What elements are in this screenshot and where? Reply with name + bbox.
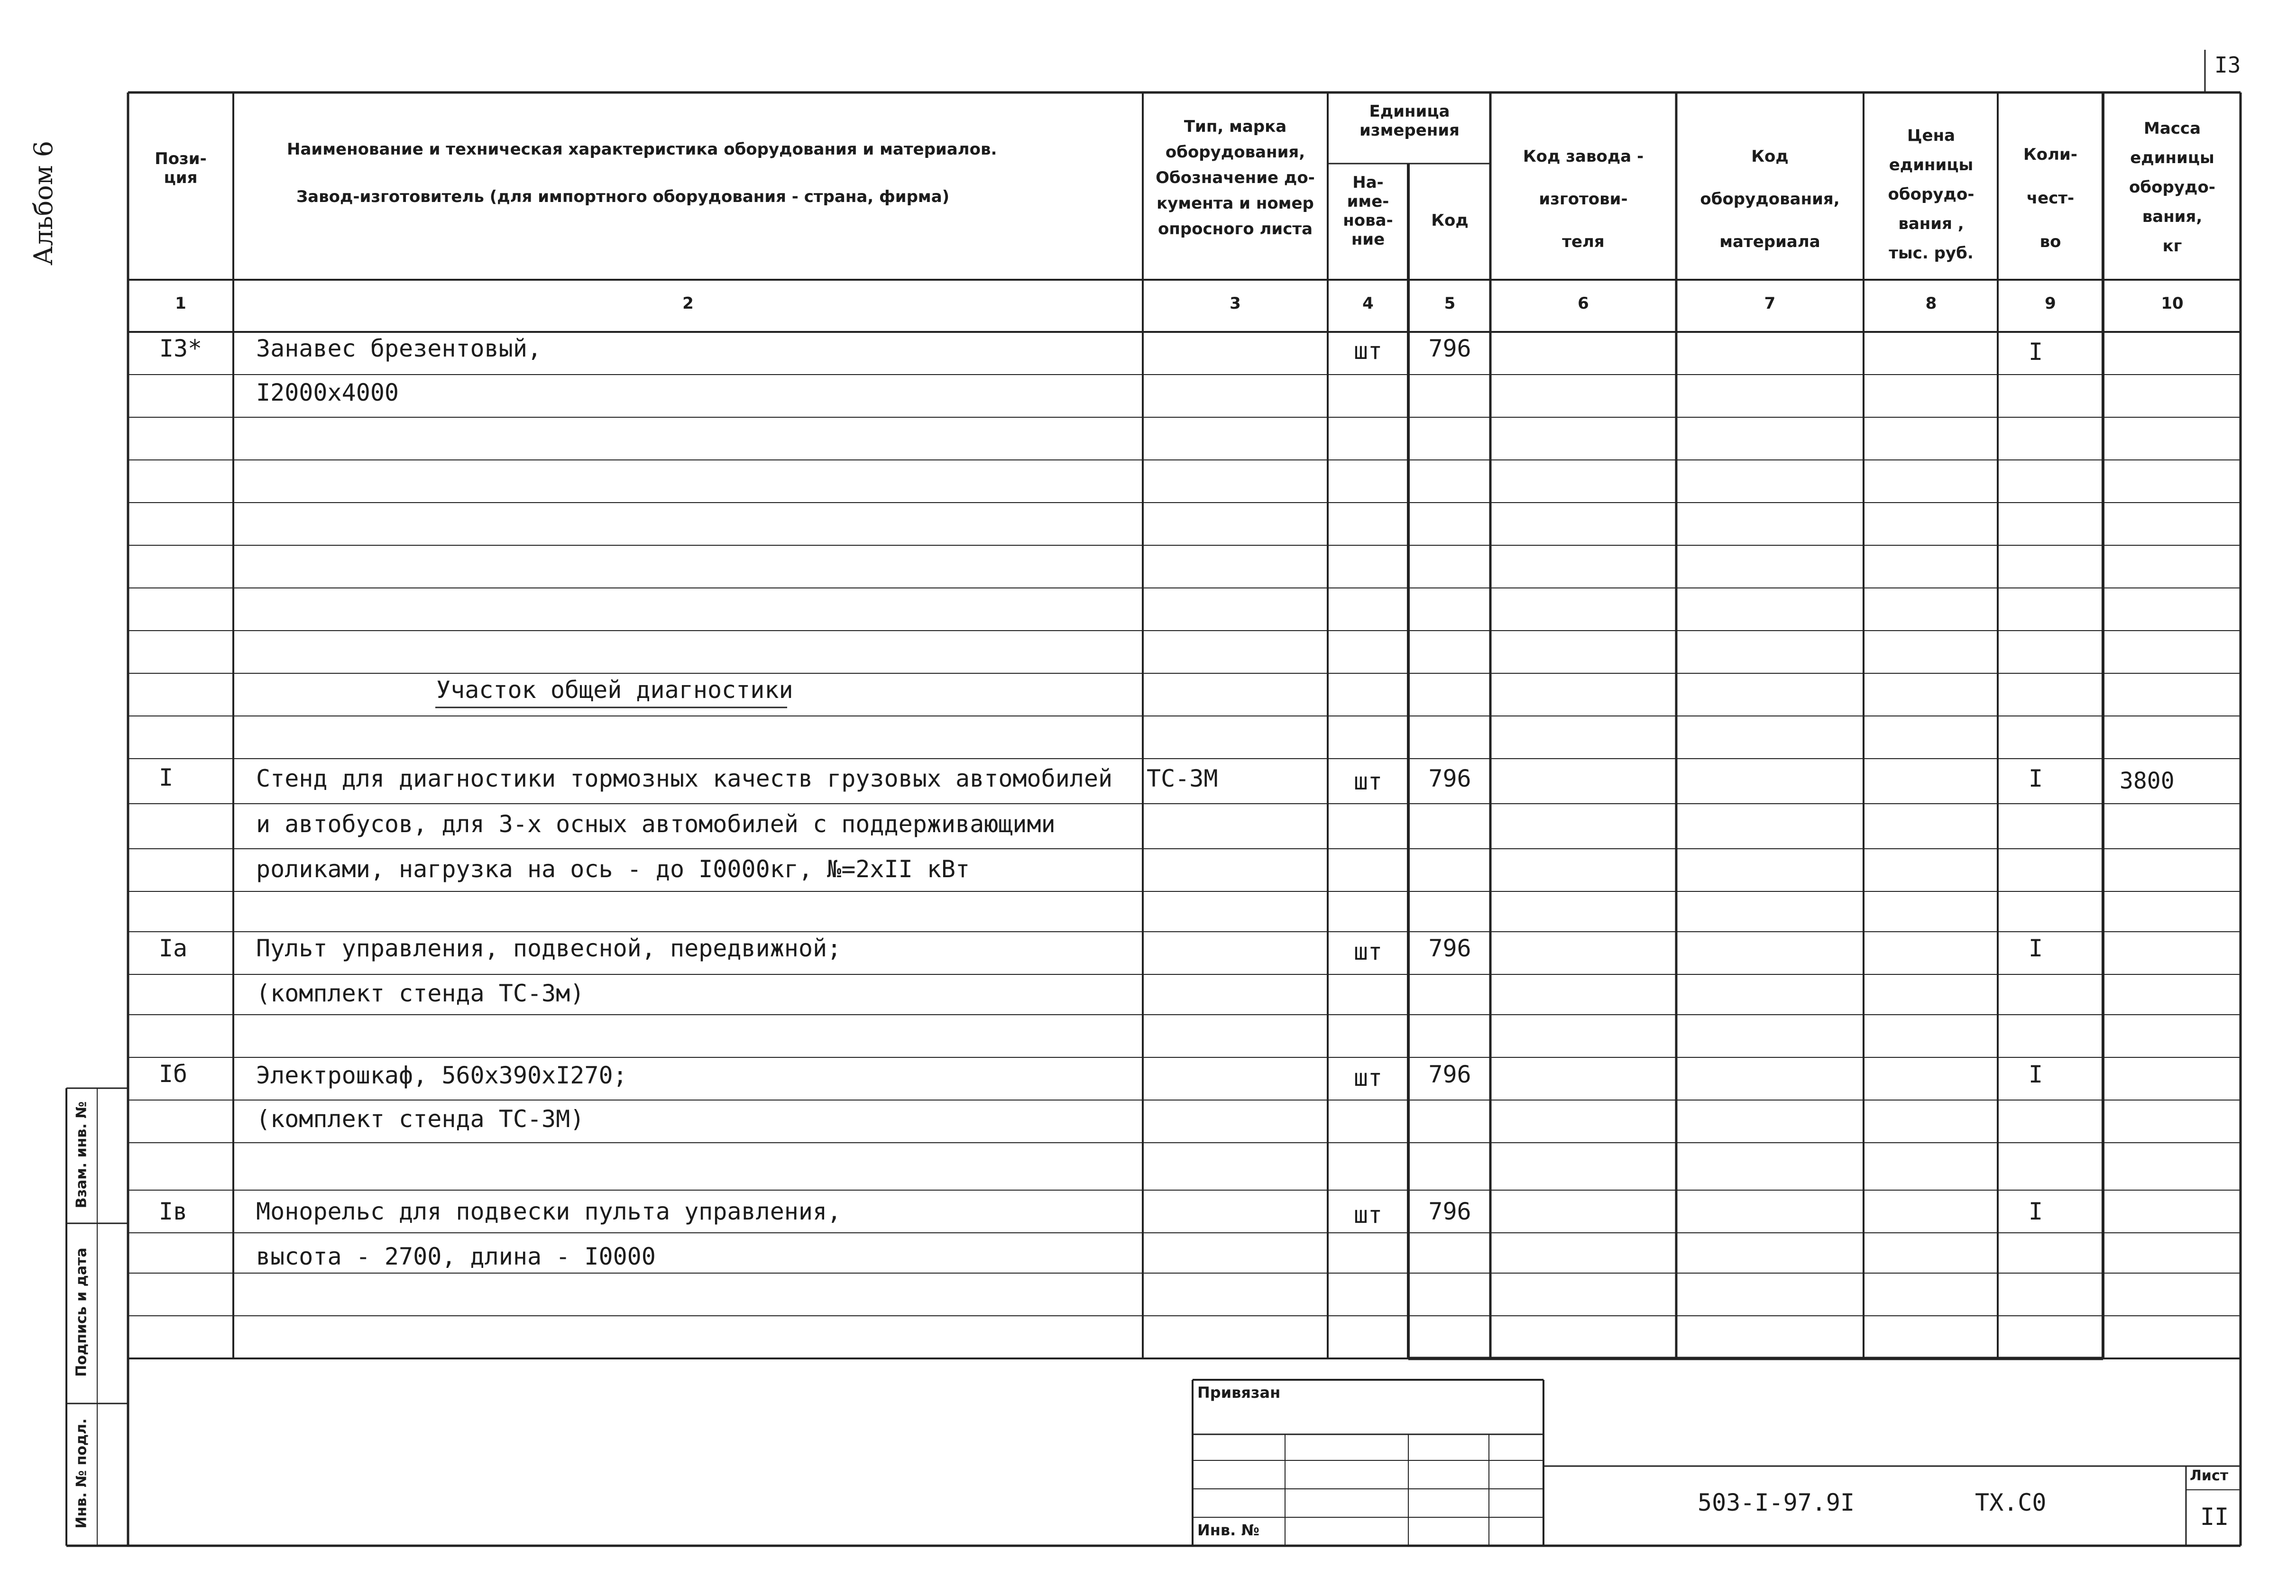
sheet-number: II xyxy=(2200,1503,2229,1531)
row-unit: шт xyxy=(1353,938,1383,965)
header-name-line2: Завод-изготовитель (для импортного оборудования - страна, фирма) xyxy=(296,187,950,206)
row-quantity: I xyxy=(2028,1061,2043,1088)
header-equipment-code xyxy=(1679,135,1861,263)
header-quantity xyxy=(2000,133,2101,264)
row-name: Электрошкаф, 560х390хI270; xyxy=(256,1062,627,1089)
header-unit-name xyxy=(1330,173,1406,249)
row-code: 796 xyxy=(1428,765,1471,792)
header-unit-group-text: Единица измерения xyxy=(1359,102,1460,140)
header-mass-text: Масса единицы оборудо- вания, кг xyxy=(2129,119,2215,256)
header-position xyxy=(130,149,231,187)
sheet-label: Лист xyxy=(2190,1468,2229,1484)
colnum-6: 6 xyxy=(1578,294,1589,313)
row-unit: шт xyxy=(1353,768,1383,795)
header-type-text: Тип, марка оборудования, Обозначение до- кумента и номер опросного листа xyxy=(1156,117,1315,238)
row-name: I2000x4000 xyxy=(256,379,399,406)
row-unit: шт xyxy=(1353,1201,1383,1229)
colnum-10: 10 xyxy=(2161,294,2184,313)
row-unit: шт xyxy=(1353,1064,1383,1092)
row-name: (комплект стенда ТС-3м) xyxy=(256,980,585,1007)
header-unit-name-text: На- име- нова- ние xyxy=(1343,173,1393,249)
side-label-vzam-inv: Взам. инв. № xyxy=(73,1101,90,1209)
corner-sheet-number: I3 xyxy=(2214,52,2241,78)
section-heading: Участок общей диагностики xyxy=(436,676,793,704)
header-unit-code: Код xyxy=(1431,211,1469,230)
colnum-9: 9 xyxy=(2045,294,2056,313)
title-block-privyazan: Привязан xyxy=(1197,1384,1281,1402)
header-maker-code-text: Код завода - изготови- теля xyxy=(1523,147,1644,251)
header-equipment-code-text: Код оборудования, материала xyxy=(1700,147,1840,251)
row-quantity: I xyxy=(2028,765,2043,792)
row-code: 796 xyxy=(1428,1198,1471,1225)
header-position-text: Пози- ция xyxy=(155,149,207,187)
header-name-line1: Наименование и техническая характеристика оборудования и материалов. xyxy=(287,140,997,159)
colnum-3: 3 xyxy=(1230,294,1241,313)
header-price-text: Цена единицы оборудо- вания , тыс. руб. xyxy=(1888,126,1975,263)
row-unit: шт xyxy=(1353,337,1383,365)
document-code: 503-I-97.9I xyxy=(1698,1489,1855,1516)
row-position: I xyxy=(158,764,174,791)
row-code: 796 xyxy=(1428,935,1471,962)
header-maker-code xyxy=(1493,135,1674,263)
row-position: Iб xyxy=(158,1060,188,1088)
colnum-4: 4 xyxy=(1362,294,1374,313)
row-name: Занавес брезентовый, xyxy=(256,335,542,362)
row-name: и автобусов, для 3-х осных автомобилей с поддерживающими xyxy=(256,810,1056,838)
colnum-8: 8 xyxy=(1925,294,1937,313)
row-name: роликами, нагрузка на ось - до I0000кг, №=2хII кВт xyxy=(256,855,970,883)
row-quantity: I xyxy=(2028,1198,2043,1225)
row-name: (комплект стенда ТС-3М) xyxy=(256,1105,585,1133)
colnum-7: 7 xyxy=(1764,294,1776,313)
album-label: Альбом 6 xyxy=(28,140,58,266)
document-section: ТХ.С0 xyxy=(1975,1489,2047,1516)
row-code: 796 xyxy=(1428,335,1471,362)
row-quantity: I xyxy=(2028,338,2043,366)
header-type xyxy=(1145,114,1325,242)
header-unit-group xyxy=(1330,102,1489,140)
side-label-podpis-data: Подпись и дата xyxy=(73,1247,90,1377)
row-position: Iв xyxy=(158,1198,188,1225)
row-quantity: I xyxy=(2028,935,2043,962)
row-name: Пульт управления, подвесной, передвижной; xyxy=(256,935,842,962)
row-position: I3* xyxy=(159,335,202,362)
row-name: Монорельс для подвески пульта управления, xyxy=(256,1198,842,1225)
row-name: высота - 2700, длина - I0000 xyxy=(256,1243,656,1270)
header-mass xyxy=(2105,114,2239,261)
row-mass: 3800 xyxy=(2120,768,2175,794)
header-price xyxy=(1866,121,1996,268)
side-label-inv-podl: Инв. № подл. xyxy=(73,1418,90,1529)
colnum-2: 2 xyxy=(682,294,694,313)
colnum-5: 5 xyxy=(1444,294,1456,313)
row-code: 796 xyxy=(1428,1061,1471,1088)
colnum-1: 1 xyxy=(175,294,186,313)
title-block-inv-no: Инв. № xyxy=(1197,1521,1259,1539)
header-quantity-text: Коли- чест- во xyxy=(2023,145,2077,251)
row-type: ТС-3М xyxy=(1147,765,1218,792)
row-position: Iа xyxy=(158,935,188,962)
row-name: Стенд для диагностики тормозных качеств грузовых автомобилей xyxy=(256,765,1113,792)
